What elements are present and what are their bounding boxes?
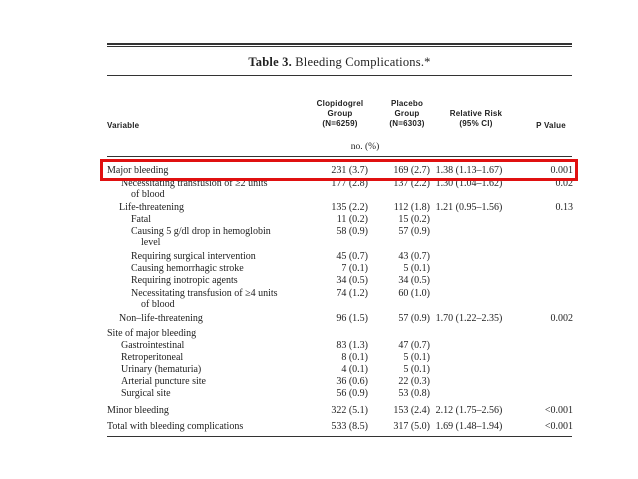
clopidogrel-value: 231 (3.7): [331, 165, 368, 176]
relative-risk-value: 2.12 (1.75–2.56): [435, 405, 503, 416]
placebo-value: 60 (1.0): [398, 288, 430, 299]
header-p-value-label: P Value: [536, 121, 566, 130]
p-value: <0.001: [544, 421, 573, 432]
table-row: [107, 313, 572, 325]
table-row: [107, 352, 572, 364]
top-rule-1: [107, 43, 572, 45]
table-row: [107, 299, 572, 311]
row-label: Gastrointestinal: [121, 340, 185, 351]
row-label: Necessitating transfusion of ≥4 units: [131, 288, 278, 299]
clopidogrel-value: 8 (0.1): [341, 352, 368, 363]
clopidogrel-value: 533 (8.5): [331, 421, 368, 432]
p-value: 0.001: [550, 165, 573, 176]
header-clopidogrel-line3: (N=6259): [322, 119, 358, 128]
table-row: [107, 340, 572, 352]
placebo-value: 5 (0.1): [403, 263, 430, 274]
table-row: [107, 405, 572, 417]
row-label: Total with bleeding complications: [107, 421, 244, 432]
table-row: [107, 328, 572, 340]
row-label: Requiring surgical intervention: [131, 251, 256, 262]
placebo-value: 169 (2.7): [393, 165, 430, 176]
units-label: no. (%): [350, 142, 380, 152]
table-row: [107, 189, 572, 201]
placebo-value: 112 (1.8): [393, 202, 430, 213]
placebo-value: 137 (2.2): [393, 178, 430, 189]
bottom-rule: [107, 436, 572, 437]
header-p-value: [526, 121, 576, 131]
placebo-value: 5 (0.1): [403, 364, 430, 375]
table-title: [107, 55, 572, 70]
relative-risk-value: 1.38 (1.13–1.67): [435, 165, 503, 176]
row-label: Fatal: [131, 214, 151, 225]
header-relative-risk: [438, 109, 514, 129]
header-variable: [107, 121, 139, 131]
table-caption: Bleeding Complications.*: [295, 55, 431, 69]
relative-risk-value: 1.70 (1.22–2.35): [435, 313, 503, 324]
p-value: 0.13: [555, 202, 573, 213]
relative-risk-value: 1.69 (1.48–1.94): [435, 421, 503, 432]
clopidogrel-value: 177 (2.8): [331, 178, 368, 189]
placebo-value: 22 (0.3): [398, 376, 430, 387]
clopidogrel-value: 96 (1.5): [336, 313, 368, 324]
table-row: [107, 364, 572, 376]
placebo-value: 57 (0.9): [398, 226, 430, 237]
row-label: Life-threatening: [119, 202, 184, 213]
clopidogrel-value: 45 (0.7): [336, 251, 368, 262]
row-label: of blood: [131, 189, 165, 200]
row-label: Major bleeding: [107, 165, 169, 176]
top-rule-2: [107, 46, 572, 47]
row-label: Retroperitoneal: [121, 352, 184, 363]
row-label: of blood: [141, 299, 175, 310]
table-row: [107, 251, 572, 263]
clopidogrel-value: 11 (0.2): [336, 214, 368, 225]
placebo-value: 317 (5.0): [393, 421, 430, 432]
clopidogrel-value: 74 (1.2): [336, 288, 368, 299]
clopidogrel-value: 34 (0.5): [336, 275, 368, 286]
header-placebo-line1: Placebo: [390, 99, 424, 108]
placebo-value: 43 (0.7): [398, 251, 430, 262]
header-placebo-line2: Group: [394, 109, 420, 118]
table-row: [107, 376, 572, 388]
header-rule: [107, 156, 572, 157]
placebo-value: 57 (0.9): [398, 313, 430, 324]
placebo-value: 34 (0.5): [398, 275, 430, 286]
row-label: Requiring inotropic agents: [131, 275, 238, 286]
highlight-box: [100, 159, 578, 181]
row-label: Causing 5 g/dl drop in hemoglobin: [131, 226, 271, 237]
header-clopidogrel-line1: Clopidogrel: [316, 99, 364, 108]
table-row: [107, 237, 572, 249]
row-label: Non–life-threatening: [119, 313, 203, 324]
table-row: [107, 275, 572, 287]
relative-risk-value: 1.30 (1.04–1.62): [435, 178, 503, 189]
table-row: [107, 202, 572, 214]
header-variable-label: Variable: [107, 121, 140, 130]
clopidogrel-value: 83 (1.3): [336, 340, 368, 351]
table-number: Table 3.: [248, 55, 292, 69]
row-label: Necessitating transfusion of ≥2 units: [121, 178, 268, 189]
p-value: <0.001: [544, 405, 573, 416]
clopidogrel-value: 7 (0.1): [341, 263, 368, 274]
placebo-value: 47 (0.7): [398, 340, 430, 351]
clopidogrel-value: 135 (2.2): [331, 202, 368, 213]
clopidogrel-value: 58 (0.9): [336, 226, 368, 237]
header-clopidogrel: [300, 99, 380, 129]
table-row: [107, 214, 572, 226]
row-label: level: [141, 237, 161, 248]
row-label: Site of major bleeding: [107, 328, 197, 339]
header-rr-line1: Relative Risk: [449, 109, 503, 118]
relative-risk-value: 1.21 (0.95–1.56): [435, 202, 503, 213]
row-label: Arterial puncture site: [121, 376, 206, 387]
placebo-value: 53 (0.8): [398, 388, 430, 399]
title-rule: [107, 75, 572, 76]
header-placebo-line3: (N=6303): [389, 119, 425, 128]
header-placebo: [378, 99, 436, 129]
placebo-value: 5 (0.1): [403, 352, 430, 363]
clopidogrel-value: 36 (0.6): [336, 376, 368, 387]
p-value: 0.002: [550, 313, 573, 324]
placebo-value: 15 (0.2): [398, 214, 430, 225]
row-label: Surgical site: [121, 388, 171, 399]
placebo-value: 153 (2.4): [393, 405, 430, 416]
row-label: Urinary (hematuria): [121, 364, 202, 375]
row-label: Causing hemorrhagic stroke: [131, 263, 244, 274]
row-label: Minor bleeding: [107, 405, 169, 416]
table-row: [107, 388, 572, 400]
header-rr-line2: (95% CI): [459, 119, 493, 128]
clopidogrel-value: 322 (5.1): [331, 405, 368, 416]
clopidogrel-value: 4 (0.1): [341, 364, 368, 375]
table-row: [107, 263, 572, 275]
p-value: 0.02: [555, 178, 573, 189]
clopidogrel-value: 56 (0.9): [336, 388, 368, 399]
table-row: [107, 421, 572, 433]
header-clopidogrel-line2: Group: [327, 109, 353, 118]
